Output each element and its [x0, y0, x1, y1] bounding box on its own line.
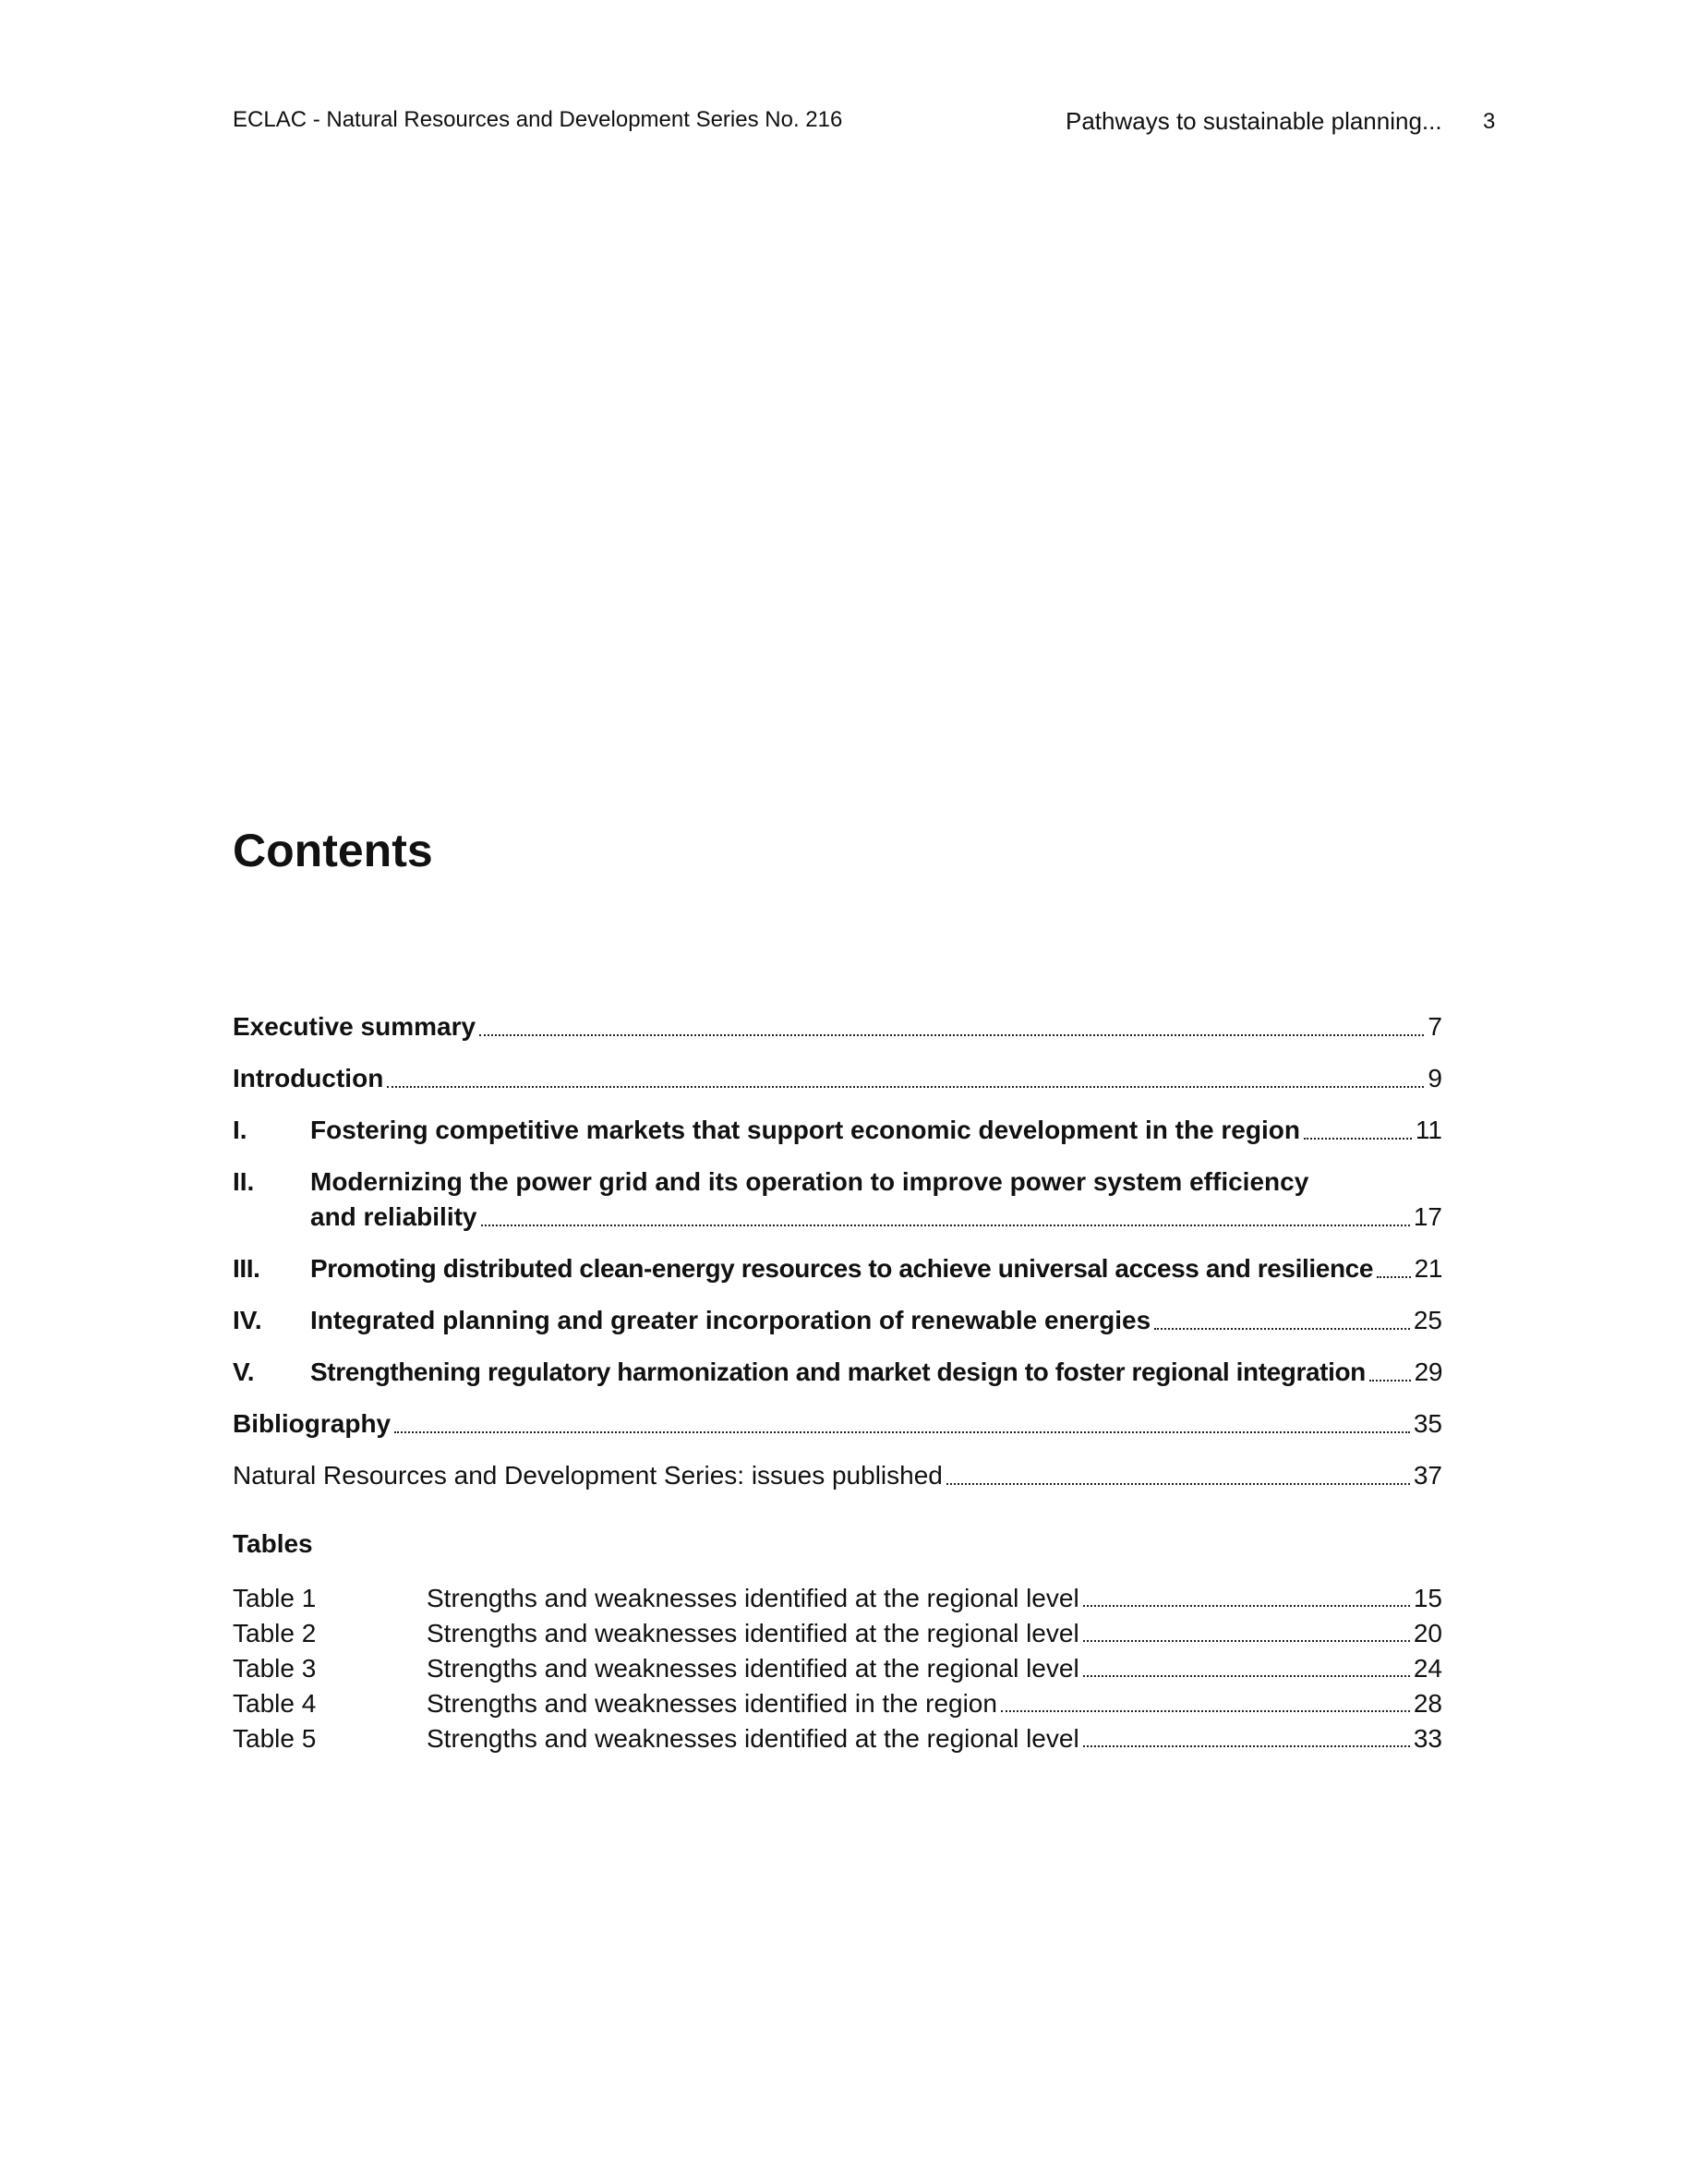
running-header-series: ECLAC - Natural Resources and Development Series No. 216 [233, 107, 843, 132]
toc-entry-page: 35 [1413, 1409, 1442, 1438]
table-list-item[interactable] [233, 1582, 1442, 1615]
toc-entry-page: 7 [1428, 1012, 1442, 1041]
toc-entry-page: 11 [1415, 1116, 1442, 1144]
toc-entry-text: Introduction [233, 1064, 384, 1092]
toc-entry-bibliography[interactable] [233, 1406, 1442, 1442]
table-label: Table 3 [233, 1654, 317, 1683]
toc-leader-dots [481, 1225, 1410, 1226]
toc-entry-text-continued: and reliability [310, 1202, 477, 1231]
toc-entry-chapter-4[interactable] [233, 1303, 1442, 1338]
toc-entry-issues-published[interactable] [233, 1458, 1442, 1493]
toc-entry-text: Natural Resources and Development Series: issues published [233, 1461, 943, 1490]
toc-entry-page: 25 [1413, 1306, 1442, 1334]
toc-leader-dots [1083, 1675, 1410, 1677]
toc-leader-dots [387, 1086, 1424, 1088]
toc-entry-number: V. [233, 1357, 255, 1386]
toc-entry-text: Bibliography [233, 1409, 392, 1438]
table-label: Table 4 [233, 1689, 317, 1718]
toc-entry-page: 29 [1414, 1357, 1442, 1386]
toc-leader-dots [1083, 1640, 1410, 1642]
table-title: Strengths and weaknesses identified at the regional level [427, 1584, 1079, 1612]
table-list-item[interactable] [233, 1617, 1442, 1650]
toc-entry-chapter-5[interactable] [233, 1355, 1442, 1390]
toc-leader-dots [1304, 1138, 1412, 1140]
toc-entry-text: Modernizing the power grid and its operation to improve power system efficiency [310, 1167, 1309, 1196]
toc-entry-chapter-1[interactable] [233, 1113, 1442, 1148]
toc-leader-dots [1083, 1745, 1410, 1747]
table-page: 33 [1413, 1724, 1442, 1753]
table-title: Strengths and weaknesses identified in the region [427, 1689, 997, 1718]
toc-entry-executive-summary[interactable] [233, 1009, 1442, 1044]
table-list-item[interactable] [233, 1722, 1442, 1756]
table-page: 28 [1413, 1689, 1442, 1718]
toc-entry-number: II. [233, 1167, 255, 1196]
page-title: Contents [233, 825, 433, 876]
toc-entry-number: I. [233, 1116, 247, 1144]
toc-leader-dots [946, 1483, 1410, 1485]
toc-entry-page: 37 [1413, 1461, 1442, 1490]
toc-leader-dots [479, 1034, 1424, 1036]
table-label: Table 2 [233, 1619, 317, 1647]
toc-entry-text: Fostering competitive markets that support economic development in the region [310, 1116, 1300, 1144]
toc-entry-number: IV. [233, 1306, 262, 1334]
page-number: 3 [1483, 109, 1496, 134]
toc-leader-dots [1154, 1328, 1410, 1330]
table-list-item[interactable] [233, 1687, 1442, 1720]
toc-leader-dots [1083, 1605, 1410, 1607]
tables-heading: Tables [233, 1529, 313, 1558]
toc-leader-dots [1001, 1710, 1410, 1712]
toc-leader-dots [1369, 1380, 1411, 1382]
toc-leader-dots [1377, 1276, 1411, 1278]
toc-entry-text: Promoting distributed clean-energy resources to achieve universal access and resilience [310, 1254, 1374, 1283]
running-header-title: Pathways to sustainable planning... [1066, 107, 1442, 135]
table-page: 24 [1413, 1654, 1442, 1683]
table-label: Table 5 [233, 1724, 317, 1753]
toc-entry-introduction[interactable] [233, 1061, 1442, 1096]
toc-entry-text: Strengthening regulatory harmonization and market design to foster regional integration [310, 1357, 1366, 1386]
toc-entry-page: 21 [1414, 1254, 1442, 1283]
toc-leader-dots [394, 1431, 1410, 1433]
toc-entry-page: 9 [1428, 1064, 1442, 1092]
table-title: Strengths and weaknesses identified at the regional level [427, 1619, 1079, 1647]
table-title: Strengths and weaknesses identified at the regional level [427, 1724, 1079, 1753]
table-label: Table 1 [233, 1584, 317, 1612]
toc-entry-chapter-3[interactable] [233, 1251, 1442, 1286]
toc-entry-page: 17 [1413, 1202, 1442, 1231]
toc-entry-text: Executive summary [233, 1012, 476, 1041]
table-page: 20 [1413, 1619, 1442, 1647]
table-list-item[interactable] [233, 1652, 1442, 1685]
toc-entry-chapter-2[interactable] [233, 1164, 1442, 1235]
toc-entry-number: III. [233, 1254, 260, 1283]
table-page: 15 [1413, 1584, 1442, 1612]
table-title: Strengths and weaknesses identified at the regional level [427, 1654, 1079, 1683]
toc-entry-text: Integrated planning and greater incorporation of renewable energies [310, 1306, 1151, 1334]
